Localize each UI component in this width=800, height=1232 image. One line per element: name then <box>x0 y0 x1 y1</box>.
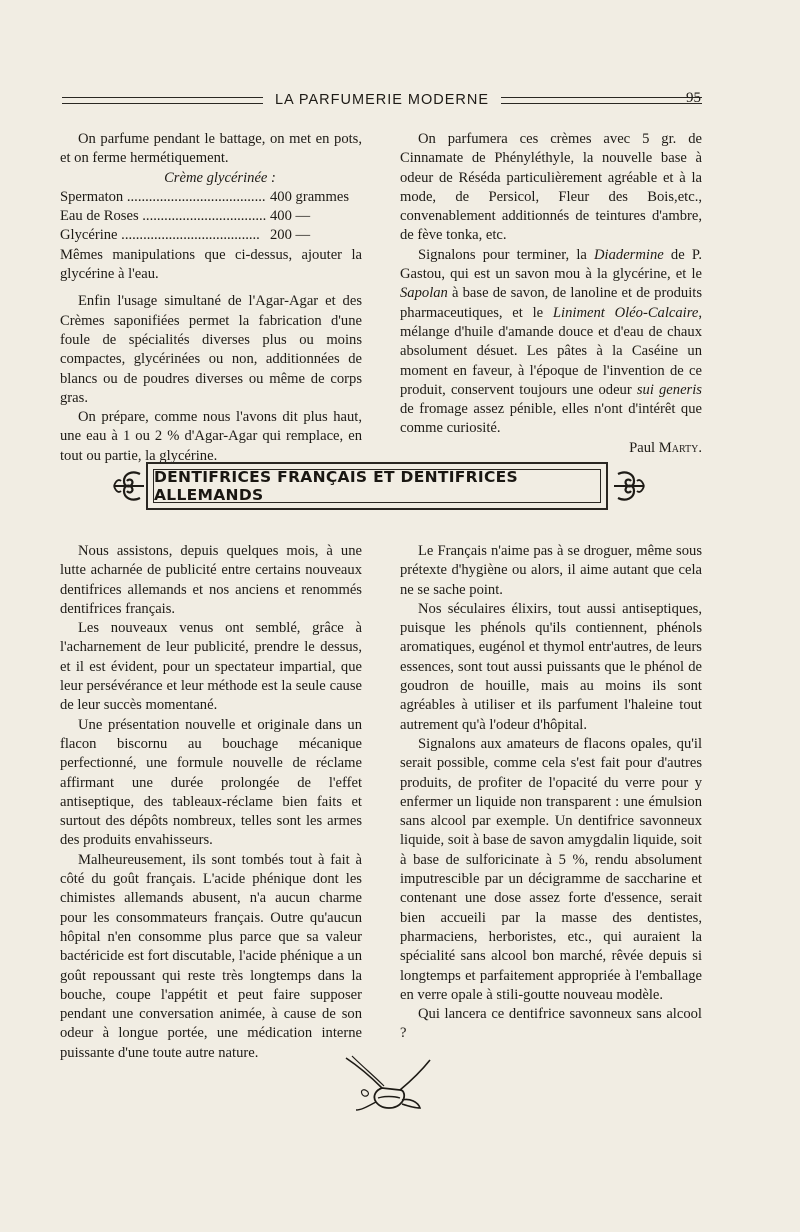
column-bottom-left <box>60 542 362 1063</box>
paragraph: Les nouveaux venus ont semblé, grâce à l'acharnement de leur publicité, prendre le dessus, et il est évident, pour un spectateur impartial, que leur persévérance et leur méthode est la seule cause de leur succès momentané. <box>60 620 362 714</box>
paragraph: Le Français n'aime pas à se droguer, même sous prétexte d'hygiène ou alors, il aime autant que cela ne se sache point. <box>400 543 702 598</box>
text-run: de fromage assez pénible, elles n'ont d'intérêt que comme curiosité. <box>400 401 702 437</box>
author-signature <box>400 439 702 458</box>
column-top-left <box>60 130 362 466</box>
paragraph: Nous assistons, depuis quelques mois, à une lutte acharnée de publicité entre certains nouveaux dentifrices allemands et nos anciens et renommés dentifrices français. <box>60 543 362 617</box>
paragraph: Une présentation nouvelle et originale dans un flacon biscornu au bouchage mécanique perfectionné, une formule nouvelle de réclame affirmant une durée prolongée de l'effet antiseptique, des tableaux-réclame bien faits et surtout des dépôts nombreux, telles sont les armes des produits envahisseurs. <box>60 716 362 849</box>
paragraph: Malheureusement, ils sont tombés tout à fait à côté du goût français. L'acide phénique dont les chimistes allemands abusent, n'a aucun charme pour les consommateurs français. Outre qu'aucun hôpital n'en consomme plus parce que sa valeur bactéricide est fort discutable, l'acide phénique a un goût repoussant qui reste très longtemps dans la bouche, coupe l'appétit et peut faire supposer pendant une conversation animée, à cause de son odeur à longue portée, une médication interne puissante d'une toute autre nature. <box>60 851 362 1061</box>
running-header <box>62 90 702 110</box>
text-run: de P. Gastou, qui est un savon mou à la glycérine, et le <box>400 246 702 283</box>
column-top-right <box>400 130 702 458</box>
ingredient-qty: 400 — <box>270 208 311 225</box>
flower-vignette-icon <box>338 1052 438 1116</box>
paragraph: Mêmes manipulations que ci-dessus, ajouter la glycérine à l'eau. <box>60 246 362 283</box>
banner-inner-frame <box>153 469 601 503</box>
section-banner <box>110 458 648 520</box>
header-rule-left <box>62 97 263 104</box>
product-name: Liniment Oléo-Calcaire <box>552 304 699 321</box>
paragraph: Nos séculaires élixirs, tout aussi antiseptiques, puisque les phénols qu'ils contiennent, phénols aromatiques, eugénol et thymol entr'autres, de leurs essences, sont tout aussi puissants que le phénol de goudron de houille, mais au moins ils sont agréables à utiliser et ils parfument l'haleine tout autrement qu'à l'odeur d'hôpital. <box>400 600 702 733</box>
ingredient-qty: 400 grammes <box>270 188 350 205</box>
paragraph <box>400 246 702 439</box>
column-bottom-right <box>400 542 702 1044</box>
banner-frame <box>146 462 608 510</box>
paragraph: On prépare, comme nous l'avons dit plus haut, une eau à 1 ou 2 % d'Agar-Agar qui remplace, en tout ou partie, la glycérine. <box>60 409 362 464</box>
text-run: , mélange d'huile d'amande douce et d'eau de chaux absolument désuet. Les pâtes à la Caséine un moment en faveur, à l'époque de l'invention de ce produit, conservent toujours une odeur <box>400 304 703 398</box>
text-run: à base de savon, de lanoline et de produits pharmaceutiques, et le <box>400 285 702 321</box>
journal-title: LA PARFUMERIE MODERNE <box>274 92 490 108</box>
section-title: DENTIFRICES FRANÇAIS ET DENTIFRICES ALLEMANDS <box>154 468 519 504</box>
author-last-name: Marty. <box>658 439 702 456</box>
product-name: Sapolan <box>400 285 448 302</box>
recipe-row <box>60 207 362 226</box>
header-rule-right <box>501 97 702 104</box>
ingredient-name: Glycérine ...................................... <box>60 227 260 244</box>
text-run: Signalons pour terminer, la <box>418 246 595 263</box>
ingredient-name: Spermaton ...................................... <box>60 188 266 205</box>
author-first-name: Paul <box>629 439 659 456</box>
recipe-title: Crème glycérinée : <box>164 169 276 186</box>
paragraph: Qui lancera ce dentifrice savonneux sans alcool ? <box>400 1006 702 1042</box>
product-name: Diadermine <box>594 246 664 263</box>
paragraph: Enfin l'usage simultané de l'Agar-Agar et des Crèmes saponifiées permet la fabrication d'une foule de spécialités diverses plus ou moins compactes, glycérinées ou non, additionnées de blancs ou de poudres diverses ou même de corps gras. <box>60 293 362 406</box>
recipe-row <box>60 188 362 207</box>
paragraph: On parfume pendant le battage, on met en pots, et on ferme hermétiquement. <box>60 131 362 167</box>
latin-phrase: sui generis <box>636 381 702 398</box>
scroll-ornament-icon <box>614 466 648 506</box>
paragraph: On parfumera ces crèmes avec 5 gr. de Cinnamate de Phényléthyle, la nouvelle base à odeur de Réséda particulièrement agréable et à la mode, de Persicol, Fleur des Bois,etc., convenablement additionnés de teintures d'ambre, de fève tonka, etc. <box>400 131 702 244</box>
ingredient-name: Eau de Roses .................................. <box>60 208 267 225</box>
ingredient-qty: 200 — <box>270 227 311 244</box>
page-number: 95 <box>686 90 701 106</box>
recipe-row <box>60 226 362 245</box>
scroll-ornament-icon <box>110 466 144 506</box>
paragraph: Signalons aux amateurs de flacons opales, qu'il serait possible, comme cela s'est fait pour d'autres produits, de profiter de l'opacité du verre pour y enfermer un liquide non transparent : une émulsion sans alcool par exemple. Un dentifrice savonneux liquide, soit à base de savon amygdalin liquide, soit à base de sulforicinate à 5 %, rendu absolument imputrescible par un décigramme de saccharine et contenant une dose assez forte d'essence, serait bien accueili par la masse des dentistes, pharmaciens, herboristes, etc., qui auraient la spécialité sans alcool bon marché, rêvée depuis si longtemps et parfaitement appropriée à l'emballage en verre opale à stili-goutte nouveau modèle. <box>400 735 702 1003</box>
